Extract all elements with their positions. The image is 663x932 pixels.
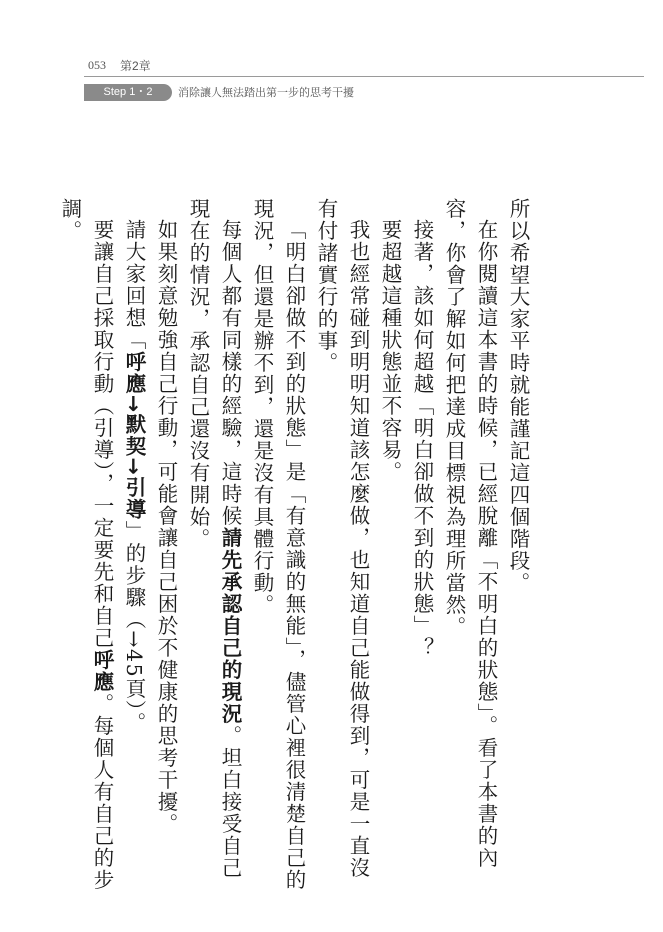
paragraph-7-text: 每個人都有同樣的經驗，這時候 bbox=[218, 218, 242, 527]
chapter-label: 第2章 bbox=[120, 59, 151, 73]
paragraph-9-text: 請大家回想「 bbox=[122, 218, 146, 351]
header-divider bbox=[84, 76, 644, 77]
paragraph-10-text-end: 。每個人有自己的步調。 bbox=[58, 198, 114, 891]
paragraph-9-text-end: 」的步驟（→45頁）。 bbox=[122, 519, 146, 734]
paragraph-6: 「明白卻做不到的狀態」是「有意識的無能」，儘管心裡很清楚自己的現況，但還是辦不到，還是沒有具體行動。 bbox=[250, 198, 306, 891]
paragraph-1: 所以希望大家平時就能謹記這四個階段。 bbox=[506, 198, 530, 594]
paragraph-3: 接著，該如何超越「明白卻做不到的狀態」？ bbox=[410, 218, 434, 659]
paragraph-7 bbox=[182, 198, 246, 898]
step-title: 消除讓人無法踏出第一步的思考干擾 bbox=[178, 86, 354, 99]
paragraph-9 bbox=[118, 198, 150, 898]
paragraph-4: 要超越這種狀態並不容易。 bbox=[378, 218, 402, 483]
body-text bbox=[58, 198, 534, 898]
paragraph-9-emphasis: 呼應→默契→引導 bbox=[122, 350, 146, 520]
paragraph-10-text: 要讓自己採取行動（引導），一定要先和自己 bbox=[90, 218, 114, 649]
paragraph-10-emphasis: 呼應 bbox=[90, 648, 114, 693]
paragraph-5: 我也經常碰到明明知道該怎麼做，也知道自己能做得到，可是一直沒有付諸實行的事。 bbox=[314, 198, 370, 879]
paragraph-8: 如果刻意勉強自己行動，可能會讓自己困於不健康的思考干擾。 bbox=[154, 218, 178, 835]
page-number: 053 bbox=[88, 58, 106, 72]
paragraph-7-emphasis: 請先承認自己的現況 bbox=[218, 526, 242, 725]
paragraph-10 bbox=[54, 198, 118, 898]
page-header bbox=[0, 0, 663, 110]
paragraph-2: 在你閱讀這本書的時候，已經脫離「不明白的狀態」。看了本書的內容，你會了解如何把達成目標視為理所當然。 bbox=[442, 198, 498, 869]
paragraph-7-text-end: 。坦白接受自己現在的情況，承認自己還沒有開始。 bbox=[186, 198, 242, 879]
step-badge: Step 1・2 bbox=[84, 84, 172, 101]
